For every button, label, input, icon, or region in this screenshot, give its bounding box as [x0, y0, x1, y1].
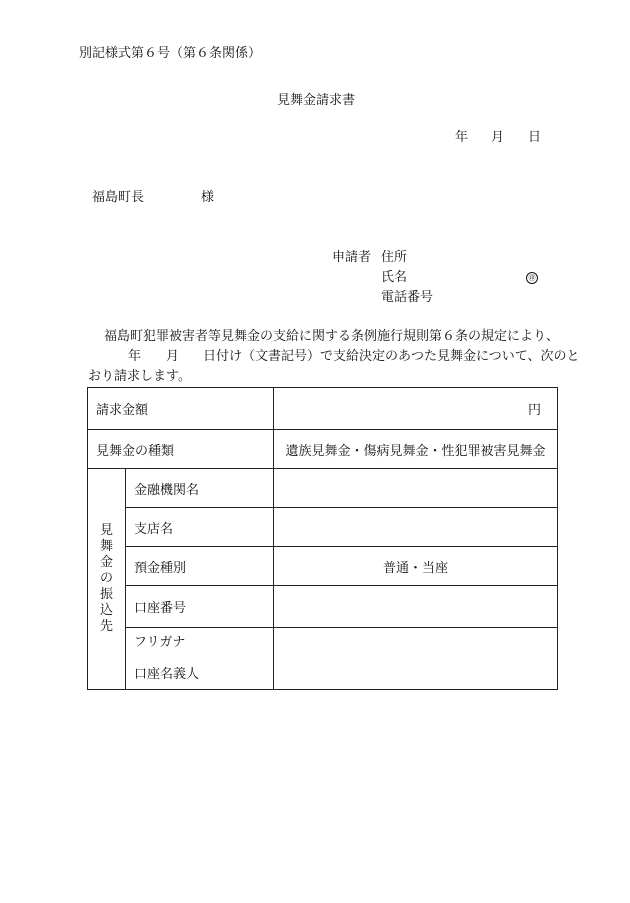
account-number-label: 口座番号: [126, 586, 274, 628]
holder-label: 口座名義人: [134, 666, 200, 682]
body-line-2-year: 年: [128, 349, 142, 364]
table-row: [88, 469, 558, 508]
branch-value: [274, 508, 558, 547]
account-number-value: [274, 586, 558, 628]
body-line-3: おり請求します。: [88, 369, 191, 384]
date-year-label: 年: [455, 130, 469, 145]
table-row: [88, 508, 558, 547]
applicant-label: 申請者: [332, 250, 372, 265]
amount-unit: 円: [274, 388, 558, 430]
addressee-honorific: 様: [201, 190, 215, 205]
body-line-2-rest: 日付け（文書記号）で支給決定のあつた見舞金について、次のと: [203, 349, 580, 364]
type-options: 遺族見舞金・傷病見舞金・性犯罪被害見舞金: [274, 430, 558, 469]
bank-label: 金融機関名: [126, 469, 274, 508]
transfer-label-cell: [88, 469, 126, 690]
applicant-name-label: 氏名: [381, 270, 408, 285]
deposit-options: 普通・当座: [274, 547, 558, 586]
amount-label: 請求金額: [88, 388, 274, 430]
body-line-1: 福島町犯罪被害者等見舞金の支給に関する条例施行規則第６条の規定により、: [104, 329, 560, 344]
applicant-phone-label: 電話番号: [381, 290, 434, 305]
applicant-address-label: 住所: [381, 250, 408, 265]
bank-value: [274, 469, 558, 508]
form-number: 別記様式第６号（第６条関係）: [79, 46, 262, 61]
furigana-label: フリガナ: [134, 634, 186, 650]
type-label: 見舞金の種類: [88, 430, 274, 469]
branch-label: 支店名: [126, 508, 274, 547]
deposit-label: 預金種別: [126, 547, 274, 586]
date-month-label: 月: [491, 130, 505, 145]
table-row: [88, 586, 558, 628]
addressee-name: 福島町長: [92, 190, 145, 205]
request-table: [87, 387, 558, 690]
table-row: [88, 430, 558, 469]
table-row: [88, 628, 558, 690]
date-day-label: 日: [528, 130, 542, 145]
seal-icon: ㊞: [526, 272, 538, 284]
document-title: 見舞金請求書: [277, 93, 356, 108]
holder-label-cell: [126, 628, 274, 690]
transfer-label: 見舞金の振込先: [99, 523, 113, 634]
table-row: [88, 388, 558, 430]
table-row: [88, 547, 558, 586]
body-line-2-month: 月: [166, 349, 180, 364]
holder-value: [274, 628, 558, 690]
